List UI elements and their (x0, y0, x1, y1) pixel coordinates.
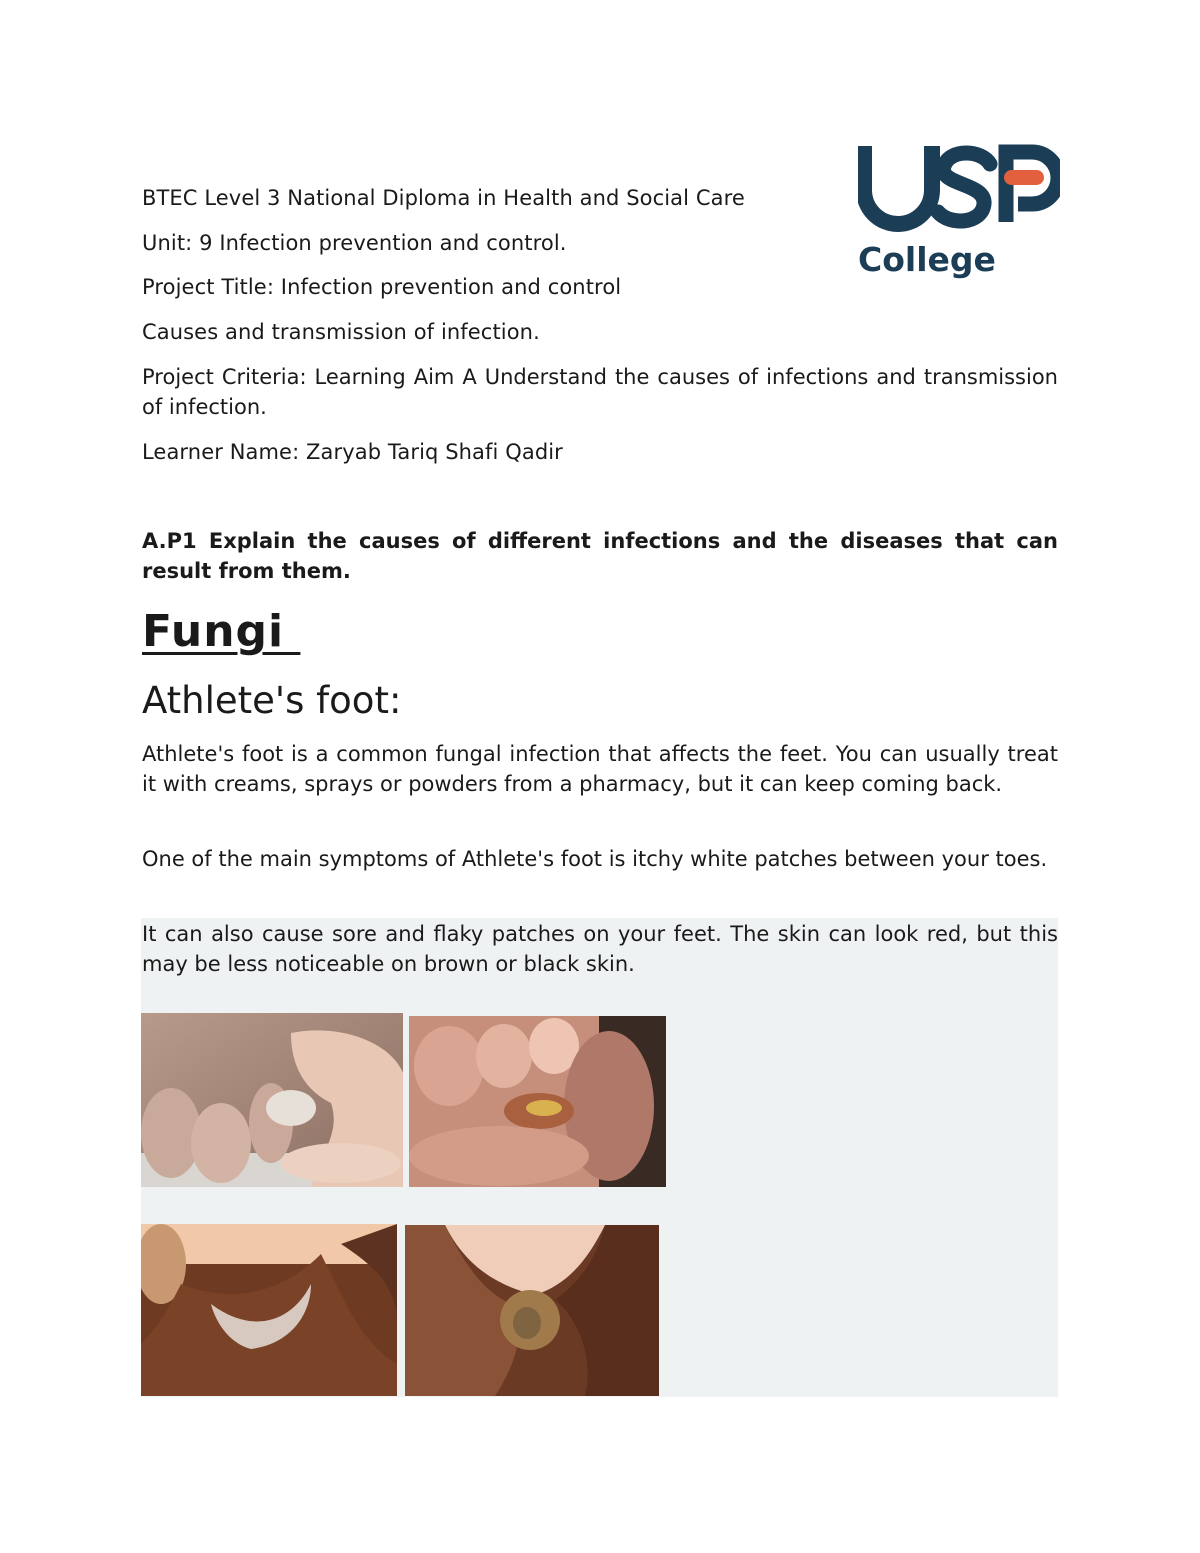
paragraph-symptoms: One of the main symptoms of Athlete's foot is itchy white patches between your toes. (142, 847, 1048, 871)
project-title-line: Project Title: Infection prevention and control (142, 275, 622, 299)
section-title-fungi: Fungi (142, 606, 301, 657)
athletes-foot-photo-dark-skin-flaky-icon (405, 1225, 659, 1396)
course-title: BTEC Level 3 National Diploma in Health and Social Care (142, 186, 745, 210)
athletes-foot-photo-light-skin-sore-icon (409, 1016, 666, 1187)
logo-college-word: College (858, 240, 996, 279)
athletes-foot-photo-dark-skin-white-patch-icon (141, 1224, 397, 1396)
unit-line: Unit: 9 Infection prevention and control. (142, 231, 567, 255)
paragraph-description: Athlete's foot is a common fungal infection that affects the feet. You can usually treat it with creams, sprays or powders from a pharmacy, but it can keep coming back. (142, 742, 1058, 796)
learner-name-line: Learner Name: Zaryab Tariq Shafi Qadir (142, 440, 563, 464)
paragraph-appearance: It can also cause sore and flaky patches on your feet. The skin can look red, but this may be less noticeable on brown or black skin. (142, 922, 1058, 976)
task-heading: A.P1 Explain the causes of different infections and the diseases that can result from them. (142, 529, 1058, 583)
topic-line: Causes and transmission of infection. (142, 320, 540, 344)
criteria-line: Project Criteria: Learning Aim A Understand the causes of infections and transmission of infection. (142, 365, 1058, 419)
subsection-title-athletes-foot: Athlete's foot: (142, 679, 402, 722)
athletes-foot-photo-light-skin-peeling-icon (141, 1013, 403, 1187)
